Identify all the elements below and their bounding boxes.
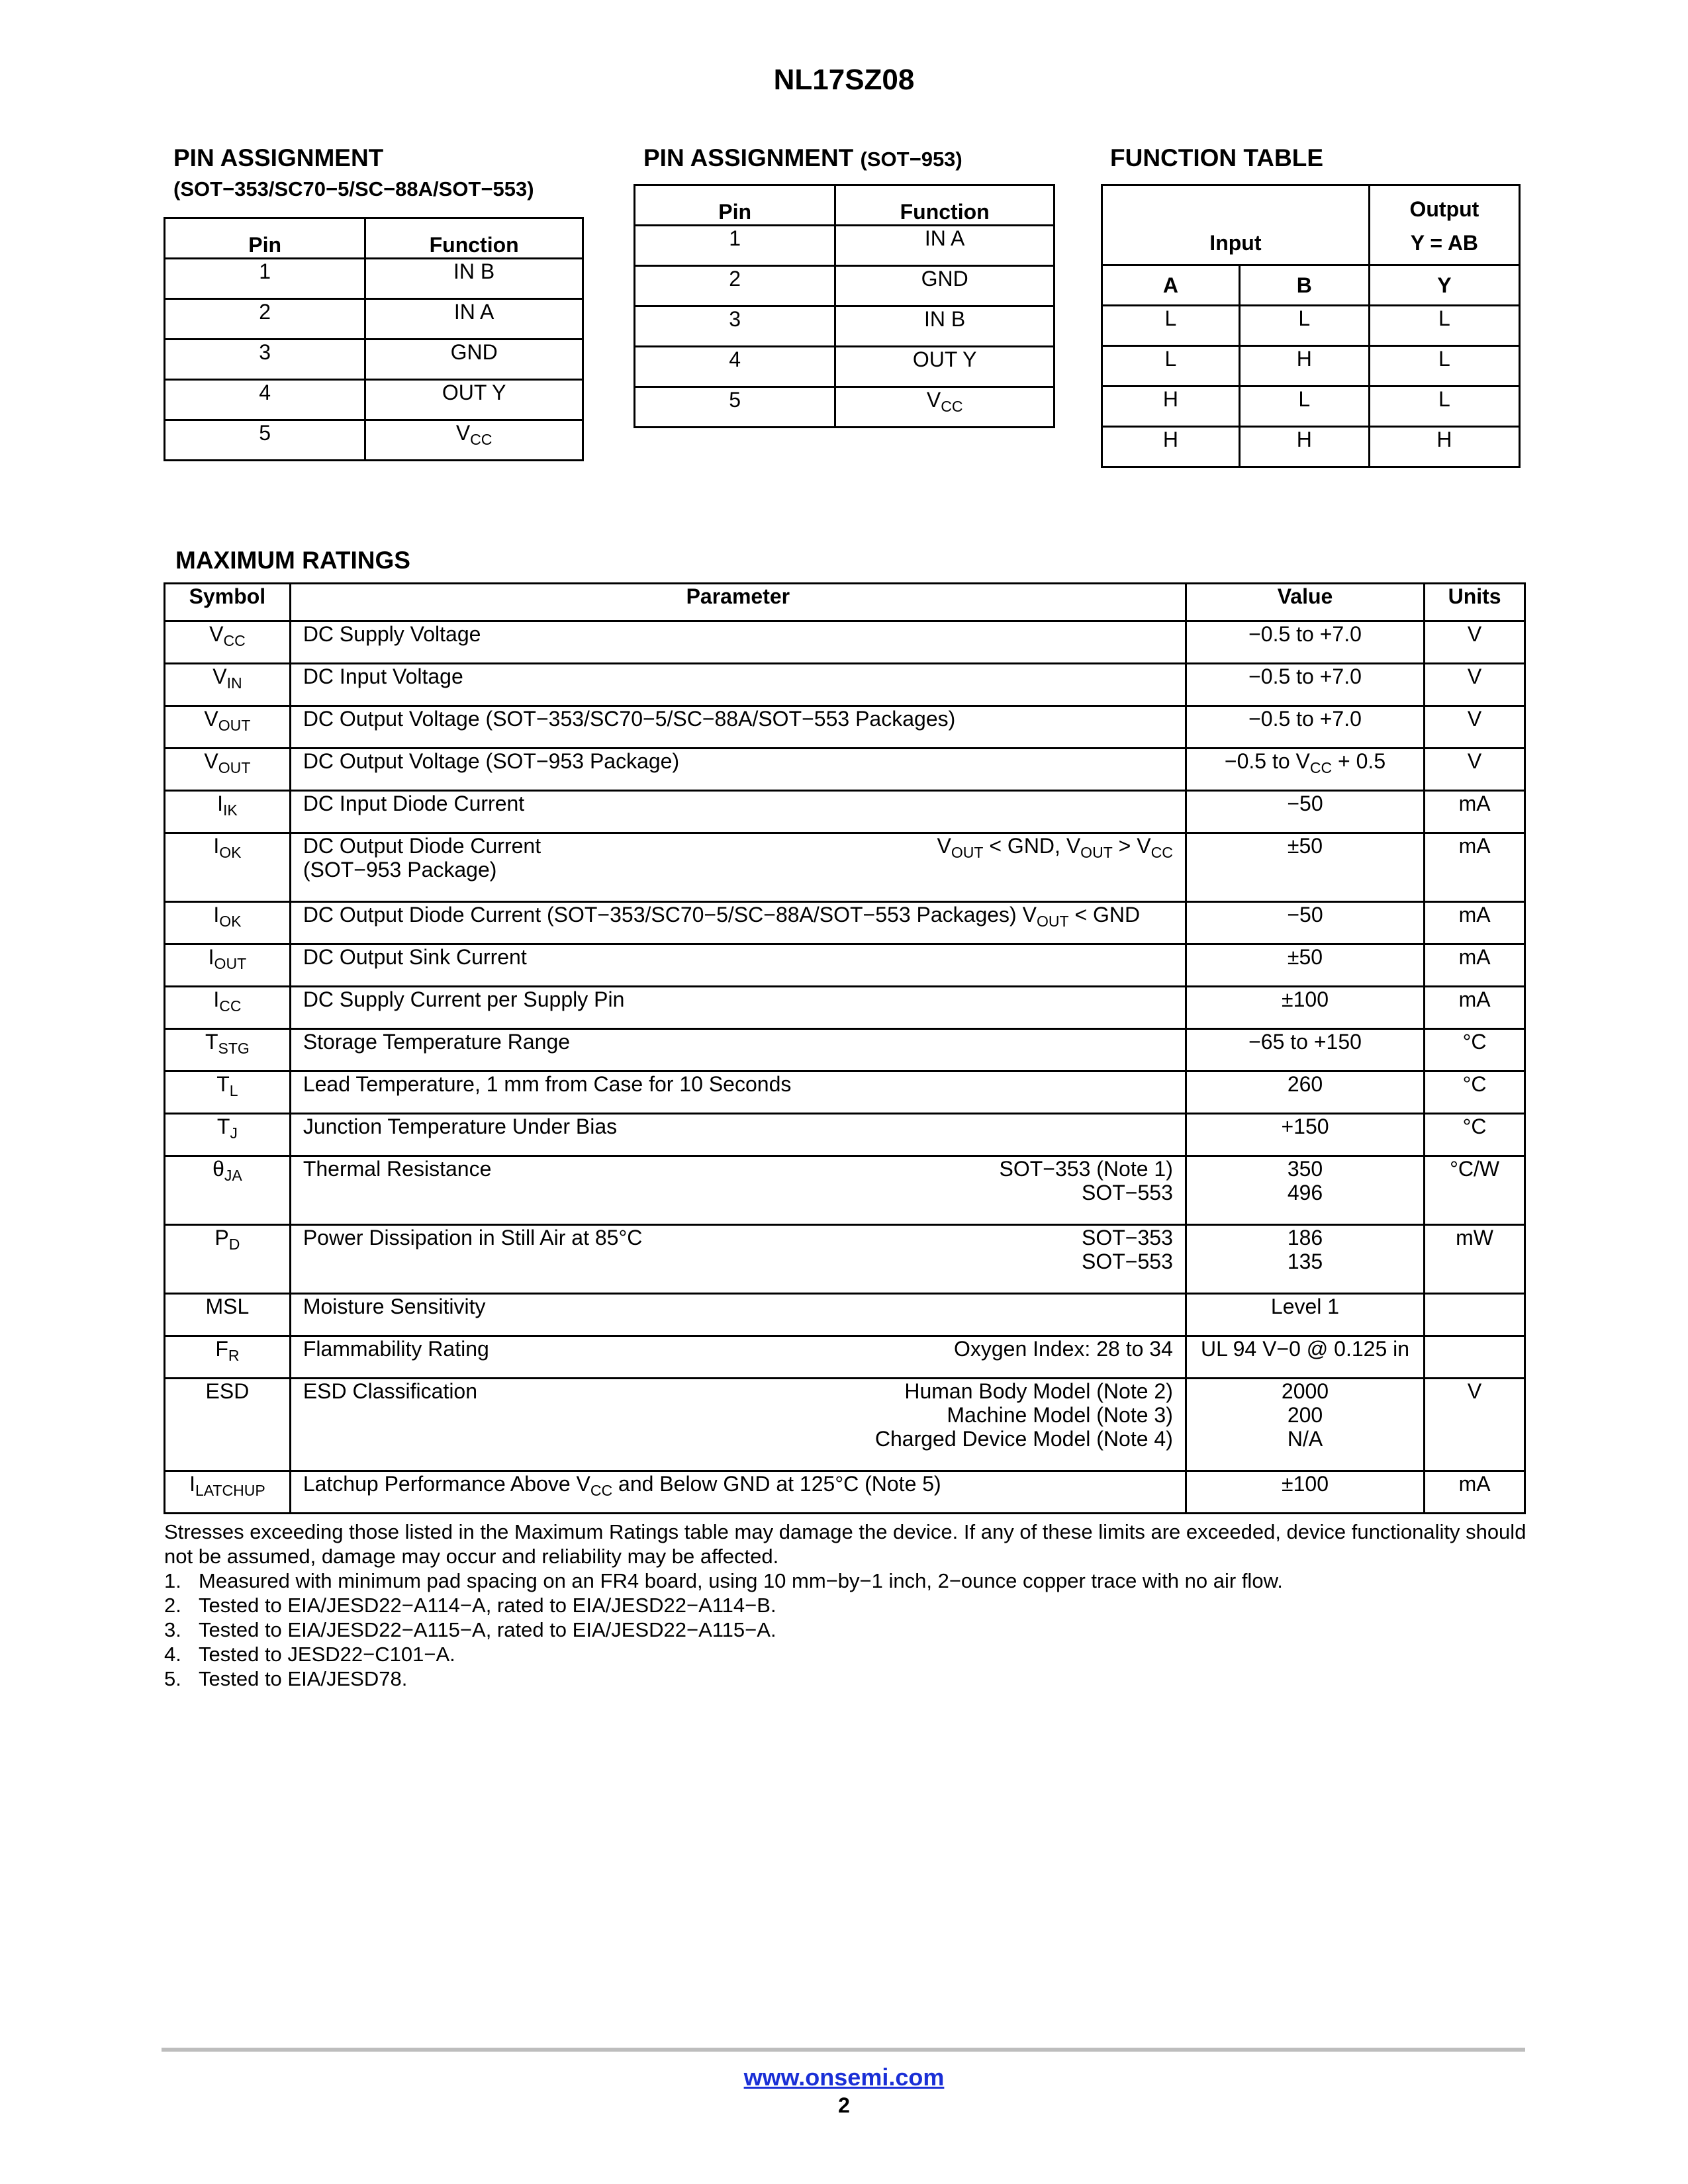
col-a: A [1102,265,1240,306]
table-row: $I_{CC}$ DC Supply Current per Supply Pin ±100 mA [165,987,1525,1029]
notes-intro: Stresses exceeding those listed in the Maximum Ratings table may damage the device. If any of these limits are exceeded, device functionality should not be assumed, damage may occur and reliability may be affected. [164,1520,1526,1568]
table-row: 5 $V_{CC}$ [635,387,1055,428]
table-row: 1 IN A [635,226,1055,266]
max-ratings-title: MAXIMUM RATINGS [175,547,410,574]
note-item: 4. Tested to JESD22−C101−A. [164,1643,455,1666]
table-row: H L L [1102,387,1520,427]
input-header: Input [1102,185,1370,265]
pin-table-sot353 [164,217,584,461]
note-item: 5. Tested to EIA/JESD78. [164,1667,408,1690]
pin-header: Pin [165,218,365,259]
note-item: 3. Tested to EIA/JESD22−A115−A, rated to EIA/JESD22−A115−A. [164,1618,776,1641]
pin-assignment-title: PIN ASSIGNMENT [173,144,384,171]
note-item: 2. Tested to EIA/JESD22−A114−A, rated to EIA/JESD22−A114−B. [164,1594,776,1617]
table-row: 4 OUT Y [165,380,583,420]
table-row: $V_{CC}$ DC Supply Voltage −0.5 to +7.0 V [165,621,1525,664]
parameter-header: Parameter [290,584,1186,621]
table-row: L H L [1102,346,1520,387]
function-header: Function [835,185,1055,226]
table-row: 3 GND [165,340,583,380]
function-header: Function [365,218,583,259]
table-row: $T_J$ Junction Temperature Under Bias +150 °C [165,1114,1525,1156]
col-y: Y [1369,265,1519,306]
table-row: 2 GND [635,266,1055,306]
table-row: 2 IN A [165,299,583,340]
pin-header: Pin [635,185,835,226]
table-row: MSL Moisture Sensitivity Level 1 [165,1294,1525,1336]
value-header: Value [1186,584,1424,621]
table-row: $I_{OK}$ DC Output Diode Current (SOT−353/SC70−5/SC−88A/SOT−553 Packages) $V_{OUT}$ < GND −50 mA [165,902,1525,944]
table-row: $I_{OUT}$ DC Output Sink Current ±50 mA [165,944,1525,987]
table-row: $P_D$ Power Dissipation in Still Air at 85°C SOT−353 SOT−553 186 135 mW [165,1225,1525,1294]
pin-table-sot953 [633,184,1055,428]
col-b: B [1239,265,1369,306]
page-title: NL17SZ08 [773,64,915,96]
table-row: 4 OUT Y [635,347,1055,387]
table-row: 1 IN B [165,259,583,299]
table-row: L L L [1102,306,1520,346]
output-header: Output Y = AB [1369,185,1519,265]
footer-link[interactable]: www.onsemi.com [743,2064,945,2091]
table-row: $V_{OUT}$ DC Output Voltage (SOT−353/SC70−5/SC−88A/SOT−553 Packages) −0.5 to +7.0 V [165,706,1525,749]
table-row: $\theta_{JA}$ Thermal Resistance SOT−353 (Note 1) SOT−553 350 496 °C/W [165,1156,1525,1225]
pin-assignment-subtitle: (SOT−353/SC70−5/SC−88A/SOT−553) [173,177,534,201]
table-row: ESD ESD Classification Human Body Model (Note 2) Machine Model (Note 3) Charged Device Model (Note 4) 2000 200 N/A V [165,1379,1525,1471]
table-row: 3 IN B [635,306,1055,347]
table-row: $T_{STG}$ Storage Temperature Range −65 to +150 °C [165,1029,1525,1071]
table-row: 5 $V_{CC}$ [165,420,583,461]
units-header: Units [1425,584,1525,621]
pin-assignment-953-title: PIN ASSIGNMENT (SOT−953) [643,144,962,171]
table-row: $T_L$ Lead Temperature, 1 mm from Case for 10 Seconds 260 °C [165,1071,1525,1114]
function-table-title: FUNCTION TABLE [1110,144,1323,171]
table-row: $V_{IN}$ DC Input Voltage −0.5 to +7.0 V [165,664,1525,706]
table-row: $F_R$ Flammability Rating Oxygen Index: 28 to 34 UL 94 V−0 @ 0.125 in [165,1336,1525,1379]
table-row: $I_{IK}$ DC Input Diode Current −50 mA [165,791,1525,833]
page-number: 2 [838,2093,850,2117]
table-row: $I_{LATCHUP}$ Latchup Performance Above $V_{CC}$ and Below GND at 125°C (Note 5) ±100 mA [165,1471,1525,1514]
notes [164,1520,1534,1691]
footer-divider [162,2048,1525,2052]
table-row: $I_{OK}$ DC Output Diode Current (SOT−953 Package) $V_{OUT}$ < GND, $V_{OUT} > V_{CC}$ ±50 mA [165,833,1525,902]
table-row: H H H [1102,427,1520,467]
note-item: 1. Measured with minimum pad spacing on an FR4 board, using 10 mm−by−1 inch, 2−ounce copper trace with no air flow. [164,1569,1283,1592]
symbol-header: Symbol [165,584,291,621]
function-table [1101,184,1521,468]
max-ratings-table [164,582,1526,1514]
table-row: $V_{OUT}$ DC Output Voltage (SOT−953 Package) −0.5 to $V_{CC} + 0.5$ V [165,749,1525,791]
